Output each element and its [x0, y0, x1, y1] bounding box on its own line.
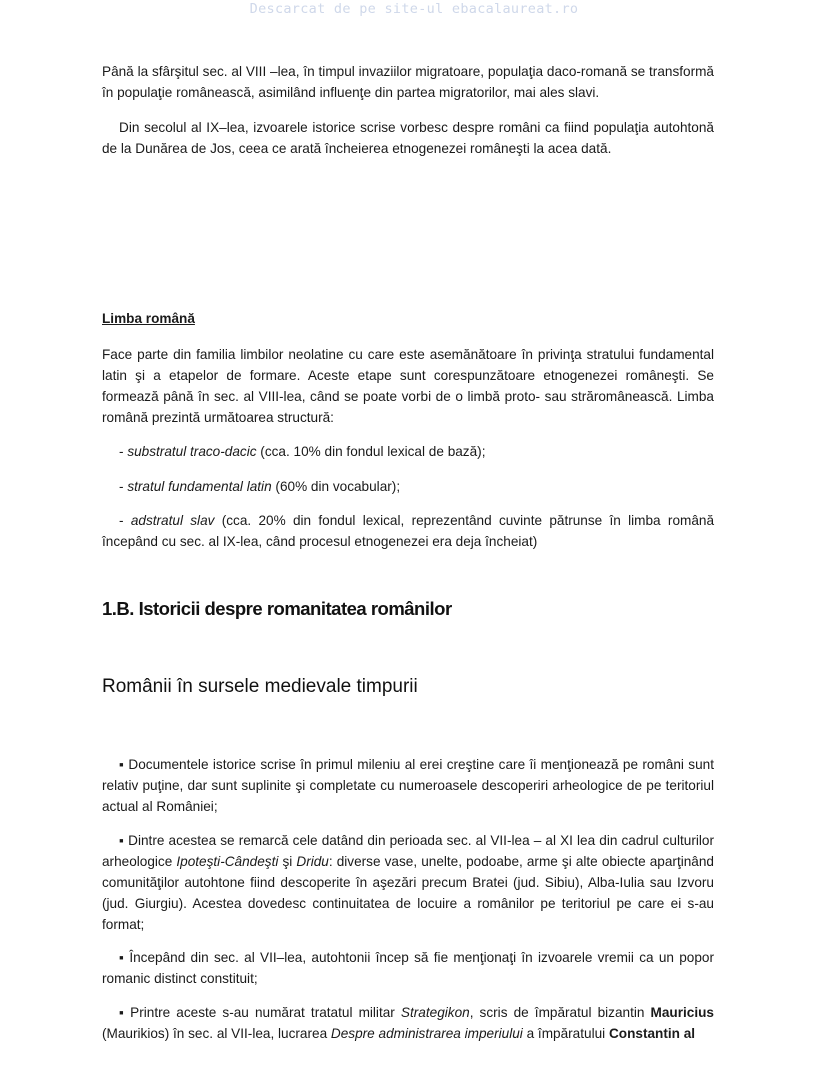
- emphasis-culture: Ipoteşti-Cândeşti: [176, 854, 279, 869]
- bullet-text: (Maurikios) în sec. al VII-lea, lucrarea: [102, 1026, 331, 1041]
- bullet-text: Începând din sec. al VII–lea, autohtonii încep să fie menţionaţi în izvoarele vremii ca un popor romanic distinct constituit;: [102, 950, 714, 986]
- bullet-icon: ▪: [119, 1005, 127, 1020]
- bullet-icon: ▪: [119, 757, 125, 772]
- limba-romana-paragraph: Face parte din familia limbilor neolatine cu care este asemănătoare în privinţa stratului fundamental latin şi a etapelor de formare. Aceste etape sunt corespunzătoare etnogenezei româneşti. Se formează până în sec. al VIII-lea, când se poate vorbi de o limbă proto- sau străromânească. Limba română prezintă următoarea structură:: [102, 347, 714, 425]
- bullet-icon: ▪: [119, 950, 126, 965]
- intro-paragraph-2: Din secolul al IX–lea, izvoarele istorice scrise vorbesc despre români ca fiind populaţia autohtonă de la Dunărea de Jos, ceea ce arată încheierea etnogenezei româneşti la acea dată.: [102, 120, 714, 156]
- bullet-text: Printre aceste s-au numărat tratatul militar: [130, 1005, 401, 1020]
- section-subtitle: Românii în sursele medievale timpurii: [102, 676, 418, 697]
- item-rest: (60% din vocabular);: [271, 479, 401, 494]
- bullet-paragraph-1: [102, 754, 714, 817]
- item-prefix: -: [119, 479, 128, 494]
- item-rest: (cca. 20% din fondul lexical, reprezentând cuvinte pătrunse în limba română începând cu sec. al IX-lea, când procesul etnogenezei era deja încheiat): [102, 513, 715, 549]
- watermark: Descarcat de pe site-ul ebacalaureat.ro: [249, 1, 579, 17]
- emphasis-culture: Dridu: [296, 854, 329, 869]
- bullet-text: : diverse vase, unelte, podoabe, arme şi alte obiecte aparţinând comunităţilor autohtone fiind descoperite în aşezări precum Bratei (jud. Sibiu), Alba-Iulia sau Izvoru (jud. Giurgiu). Acestea dovedesc continuitatea de locuire a românilor pe teritoriul pe care ei s-au format;: [102, 854, 714, 932]
- item-prefix: -: [119, 444, 128, 459]
- bullet-paragraph-2: [102, 830, 714, 935]
- emphasis-work-title: Strategikon: [400, 1005, 470, 1020]
- item-term: substratul traco-dacic: [127, 444, 257, 459]
- item-term: stratul fundamental latin: [127, 479, 272, 494]
- bullet-paragraph-3: [102, 947, 714, 989]
- item-term: adstratul slav: [130, 513, 215, 528]
- bullet-text: şi: [278, 854, 297, 869]
- bullet-text: , scris de împăratul bizantin: [469, 1005, 651, 1020]
- intro-paragraph-1: Până la sfârşitul sec. al VIII –lea, în timpul invaziilor migratoare, populaţia daco-romană se transformă în populaţie românească, asimilând influenţe din partea migratorilor, mai ales slavi.: [102, 64, 714, 100]
- structure-item-substrat: [102, 441, 714, 462]
- emphasis-name: Constantin al: [608, 1026, 696, 1041]
- emphasis-name: Mauricius: [650, 1005, 714, 1020]
- bullet-text: Documentele istorice scrise în primul mileniu al erei creştine care îi menţionează pe români sunt relativ puţine, dar sunt suplinite şi completate cu numeroasele descoperiri arheologice de pe teritoriul actual al României;: [102, 757, 714, 814]
- bullet-icon: ▪: [119, 833, 125, 848]
- structure-item-strat: [102, 476, 714, 497]
- bullet-text: a împăratului: [522, 1026, 609, 1041]
- item-rest: (cca. 10% din fondul lexical de bază);: [256, 444, 486, 459]
- bullet-text: Dintre acestea se remarcă cele datând din perioada sec. al VII-lea – al XI lea din cadrul culturilor arheologice: [102, 833, 714, 869]
- structure-item-adstrat: [102, 510, 714, 552]
- limba-romana-heading: Limba română: [102, 311, 195, 326]
- section-title: 1.B. Istoricii despre romanitatea românilor: [102, 598, 452, 619]
- item-prefix: -: [119, 513, 131, 528]
- bullet-paragraph-4: [102, 1002, 714, 1044]
- emphasis-work-title: Despre administrarea imperiului: [330, 1026, 523, 1041]
